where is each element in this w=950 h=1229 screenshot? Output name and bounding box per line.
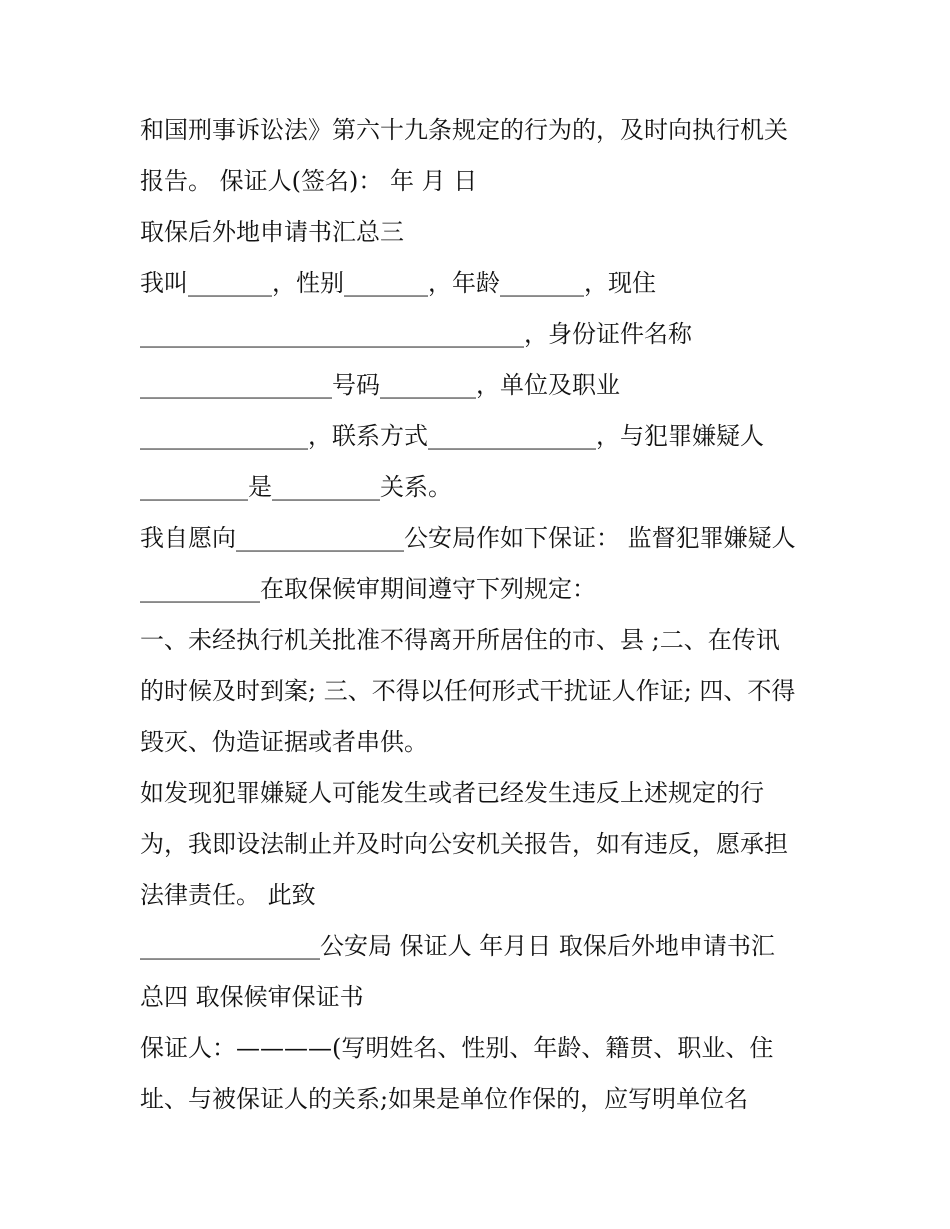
text-line-12: 的时候及时到案; 三、不得以任何形式干扰证人作证; 四、不得 [140, 677, 796, 705]
text-line-1: 和国刑事诉讼法》第六十九条规定的行为的，及时向执行机关 [140, 116, 788, 144]
text-line-11: 一、未经执行机关批准不得离开所居住的市、县 ;二、在传讯 [140, 626, 780, 654]
text-line-2: 报告。 保证人(签名)： 年 月 日 [140, 167, 478, 195]
text-line-13: 毁灭、伪造证据或者串供。 [140, 728, 428, 756]
text-line-9: 我自愿向______________公安局作如下保证： 监督犯罪嫌疑人 [140, 524, 796, 552]
section-heading-18: 总四 取保候审保证书 [140, 983, 364, 1011]
section-heading-3: 取保后外地申请书汇总三 [140, 218, 404, 246]
document-body [140, 105, 830, 1125]
text-line-5: ________________________________，身份证件名称 [140, 320, 692, 348]
text-line-15: 为，我即设法制止并及时向公安机关报告，如有违反，愿承担 [140, 830, 788, 858]
text-line-19: 保证人：————(写明姓名、性别、年龄、籍贯、职业、住 [140, 1034, 774, 1062]
text-line-4: 我叫_______，性别_______，年龄_______，现住 [140, 269, 656, 297]
text-line-7: ______________，联系方式______________，与犯罪嫌疑人 [140, 422, 764, 450]
text-line-6: ________________号码________，单位及职业 [140, 371, 620, 399]
text-line-16: 法律责任。 此致 [140, 881, 316, 909]
text-line-8: _________是_________关系。 [140, 473, 452, 501]
text-line-14: 如发现犯罪嫌疑人可能发生或者已经发生违反上述规定的行 [140, 779, 764, 807]
text-line-10: __________在取保候审期间遵守下列规定： [140, 575, 596, 603]
text-line-17: _______________公安局 保证人 年月日 取保后外地申请书汇 [140, 932, 775, 960]
text-line-20: 址、与被保证人的关系;如果是单位作保的，应写明单位名 [140, 1085, 749, 1113]
